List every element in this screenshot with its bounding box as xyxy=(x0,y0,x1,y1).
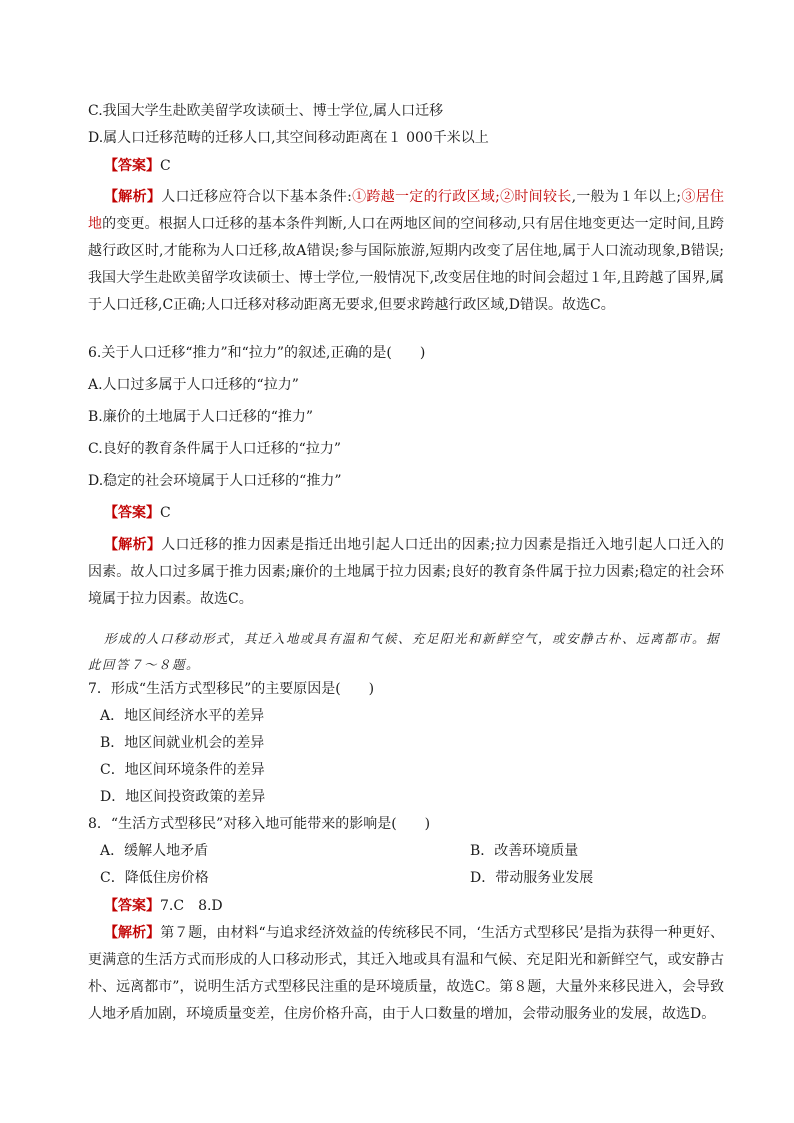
q6-option-d: D.稳定的社会环境属于人口迁移的“推力” xyxy=(88,473,342,489)
q5-option-c: C.我国大学生赴欧美留学攻读硕士、博士学位,属人口迁移 xyxy=(88,103,444,119)
analysis-tag: 【解析】 xyxy=(104,537,162,553)
q8-option-b: B．改善环境质量 xyxy=(470,843,579,859)
q5-option-d: D.属人口迁移范畴的迁移人口,其空间移动距离在１ 000千米以上 xyxy=(88,130,489,146)
analysis-tag: 【解析】 xyxy=(104,189,162,205)
q8-option-d: D．带动服务业发展 xyxy=(470,870,594,886)
q8-option-a: A．缓解人地矛盾 xyxy=(100,843,209,859)
q7-option-c: C．地区间环境条件的差异 xyxy=(100,762,265,778)
answer-tag: 【答案】 xyxy=(104,505,160,521)
q5-analysis: 【解析】人口迁移应符合以下基本条件:①跨越一定的行政区域;②时间较长,一般为１年以上;③居住地的变更。根据人口迁移的基本条件判断,人口在两地区间的空间移动,只有居住地变更达一定时间,且跨越行政区时,才能称为人口迁移,故A错误;参与国际旅游,短期内改变了居住地,属于人口流动现象,B错误;我国大学生赴欧美留学攻读硕士、博士学位,一般情况下,改变居住地的时间会超过１年,且跨越了国界,属于人口迁移,C正确;人口迁移对移动距离无要求,但要求跨越行政区域,D错误。故选C。 xyxy=(88,189,725,313)
q6-answer xyxy=(104,500,744,527)
q7-option-d: D．地区间投资政策的差异 xyxy=(100,789,266,805)
answer-tag: 【答案】 xyxy=(104,898,160,914)
answer-tag: 【答案】 xyxy=(104,158,160,174)
q6-option-a: A.人口过多属于人口迁移的“拉力” xyxy=(88,377,299,393)
analysis-tag: 【解析】 xyxy=(104,925,161,941)
q8-options-row-1 xyxy=(100,838,720,865)
q7-stem: 7．形成“生活方式型移民”的主要原因是( ) xyxy=(88,681,375,697)
q6-analysis: 【解析】人口迁移的推力因素是指迁出地引起人口迁出的因素;拉力因素是指迁入地引起人口迁入的因素。故人口过多属于推力因素;廉价的土地属于拉力因素;良好的教育条件属于拉力因素;稳定的社会环境属于拉力因素。故选C。 xyxy=(88,537,725,607)
q6-option-b: B.廉价的土地属于人口迁移的“推力” xyxy=(88,409,314,425)
material-line-2: 此回答７～８题。 xyxy=(88,657,201,672)
answer-value: 7.C 8.D xyxy=(160,898,223,914)
answer-value: C xyxy=(160,505,171,521)
answer-value: C xyxy=(160,158,171,174)
q8-option-c: C．降低住房价格 xyxy=(100,870,209,886)
q6-stem: 6.关于人口迁移“推力”和“拉力”的叙述,正确的是( ) xyxy=(88,345,426,361)
q8-stem: 8．“生活方式型移民”对移入地可能带来的影响是( ) xyxy=(88,816,431,832)
q8-options-row-2 xyxy=(100,865,720,892)
q7-option-b: B．地区间就业机会的差异 xyxy=(100,735,265,751)
material-line-1: 形成的人口移动形式，其迁入地或具有温和气候、充足阳光和新鲜空气，或安静古朴、远离都市。据 xyxy=(104,631,721,646)
q6-option-c: C.良好的教育条件属于人口迁移的“拉力” xyxy=(88,441,341,457)
q8-analysis: 【解析】第７题，由材料“与追求经济效益的传统移民不同，‘生活方式型移民’是指为获得一种更好、更满意的生活方式而形成的人口移动形式，其迁入地或具有温和气候、充足阳光和新鲜空气，或安静古朴、远离都市”，说明生活方式型移民注重的是环境质量，故选C。第８题，大量外来移民进入，会导致人地矛盾加剧，环境质量变差，住房价格升高，由于人口数量的增加，会带动服务业的发展，故选D。 xyxy=(88,925,725,1022)
q8-answer xyxy=(104,893,744,920)
q7-option-a: A．地区间经济水平的差异 xyxy=(100,708,265,724)
q5-answer xyxy=(104,153,744,180)
